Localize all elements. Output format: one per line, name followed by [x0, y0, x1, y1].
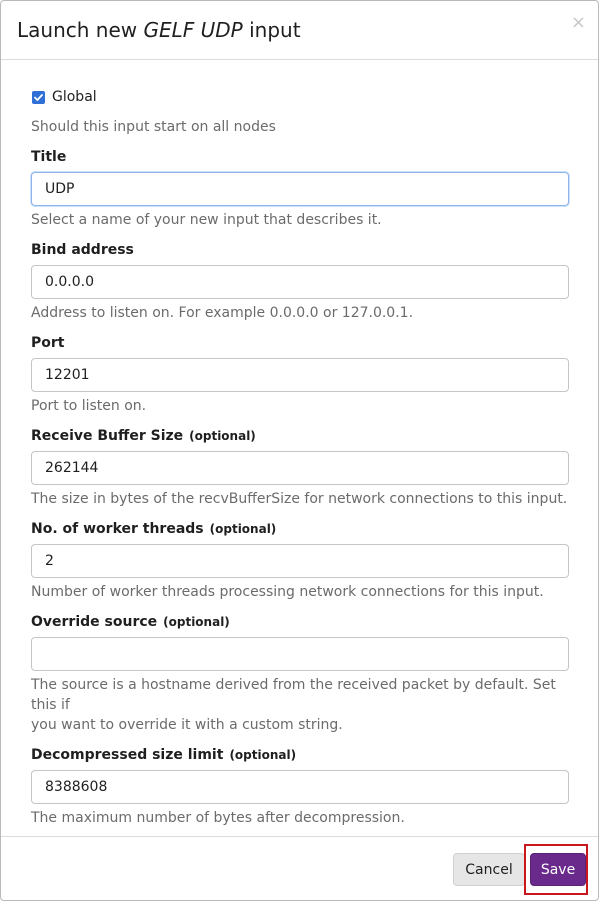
- global-checkbox[interactable]: [32, 91, 45, 104]
- optional-tag: (optional): [229, 748, 297, 762]
- save-highlight-box: [524, 844, 588, 895]
- save-button[interactable]: Save: [530, 853, 586, 886]
- title-input[interactable]: [31, 172, 569, 206]
- modal-body: [1, 87, 598, 865]
- modal-header: [1, 1, 598, 60]
- optional-tag: (optional): [209, 522, 277, 536]
- bind-address-help: Address to listen on. For example 0.0.0.0 or 127.0.0.1.: [31, 305, 414, 321]
- override-source-help: The source is a hostname derived from the received packet by default. Set this if you want to override it with a custom string.: [31, 677, 556, 733]
- input-type-name: GELF UDP: [143, 18, 243, 42]
- decompressed-limit-help: The maximum number of bytes after decompression.: [31, 810, 405, 826]
- optional-tag: (optional): [163, 615, 230, 629]
- worker-threads-help: Number of worker threads processing network connections for this input.: [31, 584, 544, 600]
- checkmark-icon: [33, 92, 44, 103]
- recv-buffer-label: Receive Buffer Size (optional): [31, 428, 256, 444]
- title-label: Title: [31, 149, 67, 165]
- override-source-input[interactable]: [31, 637, 569, 671]
- global-help: Should this input start on all nodes: [31, 119, 276, 135]
- global-label[interactable]: Global: [52, 89, 97, 105]
- global-checkbox-row[interactable]: [31, 87, 568, 107]
- bind-address-label: Bind address: [31, 242, 134, 258]
- recv-buffer-help: The size in bytes of the recvBufferSize for network connections to this input.: [31, 491, 568, 507]
- modal-title: Launch new GELF UDP input: [17, 18, 301, 42]
- close-icon[interactable]: ×: [570, 12, 586, 33]
- cancel-button[interactable]: Cancel: [453, 853, 525, 886]
- decompressed-limit-input[interactable]: [31, 770, 569, 804]
- port-help: Port to listen on.: [31, 398, 147, 414]
- port-input[interactable]: [31, 358, 569, 392]
- title-help: Select a name of your new input that describes it.: [31, 212, 382, 228]
- optional-tag: (optional): [189, 429, 256, 443]
- decompressed-limit-label: Decompressed size limit (optional): [31, 747, 297, 763]
- modal-footer: [1, 836, 598, 900]
- recv-buffer-input[interactable]: [31, 451, 569, 485]
- worker-threads-input[interactable]: [31, 544, 569, 578]
- override-source-label: Override source (optional): [31, 614, 230, 630]
- worker-threads-label: No. of worker threads (optional): [31, 521, 277, 537]
- bind-address-input[interactable]: [31, 265, 569, 299]
- port-label: Port: [31, 335, 65, 351]
